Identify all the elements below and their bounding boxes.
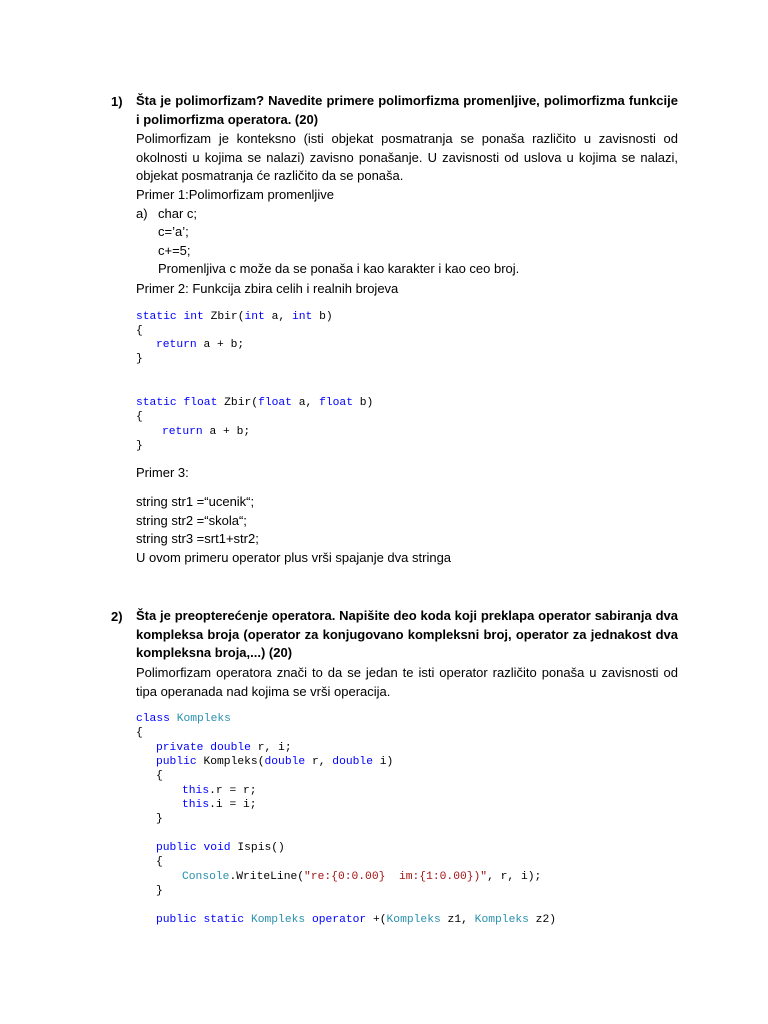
- keyword: this: [182, 799, 210, 811]
- keyword: int: [291, 311, 313, 323]
- keyword: static: [203, 914, 245, 926]
- keyword: float: [319, 397, 353, 409]
- string-line-3: string str3 =srt1+str2;: [136, 531, 259, 546]
- code-close-brace: }: [156, 885, 163, 897]
- code-text: a + b;: [196, 339, 245, 351]
- keyword: static: [136, 397, 177, 409]
- code-text: , r, i);: [487, 871, 542, 883]
- keyword: float: [258, 397, 292, 409]
- code-open-brace: {: [136, 411, 143, 423]
- code-assign-i: [182, 798, 257, 812]
- keyword: this: [182, 785, 210, 797]
- code-close-brace: }: [136, 440, 143, 452]
- code-open-brace: {: [136, 325, 143, 337]
- keyword: double: [264, 756, 306, 768]
- code-text: b): [312, 311, 333, 323]
- keyword: double: [210, 742, 251, 754]
- code-text: Zbir(: [203, 311, 245, 323]
- code-text: .r = r;: [209, 785, 257, 797]
- code-text: Kompleks(: [196, 756, 265, 768]
- keyword: operator: [311, 914, 367, 926]
- code-ispis-signature: [156, 841, 285, 855]
- keyword: return: [156, 339, 197, 351]
- code-text: Zbir(: [217, 397, 259, 409]
- code-text: z2): [528, 914, 557, 926]
- code-text: .i = i;: [209, 799, 257, 811]
- code-int-zbir-body: [156, 338, 244, 352]
- keyword: public: [156, 756, 197, 768]
- type-name: Kompleks: [474, 914, 529, 926]
- keyword: int: [183, 311, 204, 323]
- code-text: b): [353, 397, 374, 409]
- question-1-number: 1): [111, 94, 123, 109]
- code-open-brace: {: [156, 856, 163, 868]
- keyword: private: [156, 742, 204, 754]
- code-writeline: [182, 870, 541, 884]
- code-text: +(: [366, 914, 387, 926]
- code-float-zbir-body: [162, 425, 250, 439]
- primer-1-note: Promenljiva c može da se ponaša i kao karakter i kao ceo broj.: [158, 261, 520, 276]
- code-text: a,: [264, 311, 292, 323]
- keyword: class: [136, 713, 170, 725]
- type-name: Kompleks: [386, 914, 441, 926]
- code-assign-r: [182, 784, 257, 798]
- code-text: r,: [305, 756, 333, 768]
- code-class-decl: [136, 712, 231, 726]
- question-1-text: Šta je polimorfizam? Navedite primere polimorfizma promenljive, polimorfizma funkcije i polimorfizma operatora. (20): [136, 93, 678, 127]
- code-close-brace: }: [136, 353, 143, 365]
- keyword: public: [156, 842, 197, 854]
- code-float-zbir-signature: [136, 396, 373, 410]
- code-text: a,: [291, 397, 320, 409]
- code-char-decl: char c;: [158, 206, 198, 221]
- question-2-text: Šta je preopterećenje operatora. Napišite deo koda koji preklapa operator sabiranja dva kompleksa broja (operator za konjugovano kompleksni broj, operator za jednakost dva kompleksna broja,...) (20): [136, 608, 678, 660]
- code-close-brace: }: [156, 813, 163, 825]
- code-text: r, i;: [250, 742, 292, 754]
- code-fields: [156, 741, 292, 755]
- string-line-2: string str2 =“skola“;: [136, 513, 247, 528]
- keyword: float: [183, 397, 218, 409]
- keyword: int: [244, 311, 265, 323]
- keyword: return: [162, 426, 203, 438]
- primer-1-title: Primer 1:Polimorfizam promenljive: [136, 187, 334, 202]
- code-constructor-signature: [156, 755, 393, 769]
- code-char-increment: c+=5;: [158, 243, 191, 258]
- string-line-1: string str1 =“ucenik“;: [136, 494, 255, 509]
- primer-2-title: Primer 2: Funkcija zbira celih i realnih brojeva: [136, 281, 399, 296]
- question-2-answer: Polimorfizam operatora znači to da se jedan te isti operator različito ponaša u zavisnosti od tipa operanada nad kojima se vrši operacija.: [136, 665, 678, 699]
- string-literal: "re:{0:0.00} im:{1:0.00})": [304, 871, 488, 883]
- type-name: Kompleks: [250, 914, 306, 926]
- code-open-brace: {: [156, 770, 163, 782]
- keyword: void: [203, 842, 231, 854]
- code-open-brace: {: [136, 727, 143, 739]
- list-marker-a: a): [136, 206, 148, 221]
- primer-3-title: Primer 3:: [136, 465, 189, 480]
- code-text: .WriteLine(: [229, 871, 305, 883]
- keyword: double: [332, 756, 373, 768]
- keyword: static: [136, 311, 177, 323]
- code-int-zbir-signature: [136, 310, 333, 324]
- code-text: Ispis(): [230, 842, 285, 854]
- primer-3-note: U ovom primeru operator plus vrši spajanje dva stringa: [136, 550, 452, 565]
- type-name: Kompleks: [176, 713, 231, 725]
- type-name: Console: [182, 871, 230, 883]
- question-1-answer-intro: Polimorfizam je konteksno (isti objekat posmatranja se ponaša različito u zavisnosti od okolnosti u kojima se nalazi) zavisno ponašanje. U zavisnosti od uslova u kojima se nalazi, objekat posmatranja će različito da se ponaša.: [136, 131, 678, 183]
- code-text: z1,: [440, 914, 475, 926]
- code-text: i): [372, 756, 394, 768]
- keyword: public: [156, 914, 197, 926]
- question-2-number: 2): [111, 609, 123, 624]
- code-char-assign: c=’a’;: [158, 224, 189, 239]
- code-operator-signature: [156, 913, 556, 927]
- code-text: a + b;: [202, 426, 251, 438]
